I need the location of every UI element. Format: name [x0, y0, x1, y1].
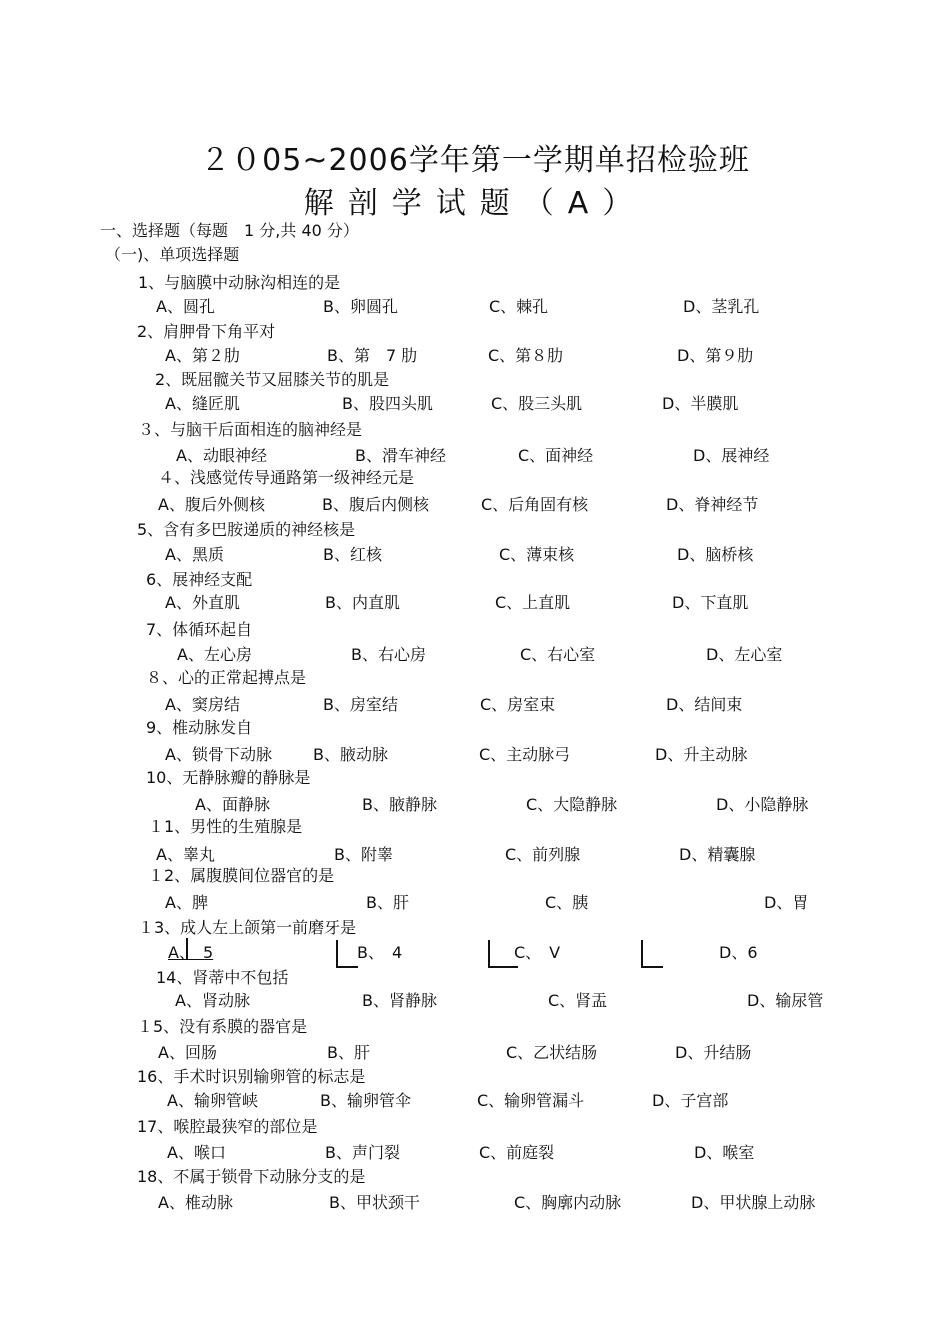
option-a: A、面静脉: [195, 795, 270, 814]
option-a: A、输卵管峡: [167, 1091, 258, 1110]
option-b: B、腹后内侧核: [322, 495, 429, 514]
option-b: B、卵圆孔: [323, 297, 398, 316]
question-stem: ３、与脑干后面相连的脑神经是: [138, 420, 363, 439]
option-b: B、第 7 肋: [327, 346, 418, 365]
option-a: A、窦房结: [165, 695, 240, 714]
question-stem: 18、不属于锁骨下动脉分支的是: [137, 1167, 366, 1186]
question-stem: 7、体循环起自: [146, 620, 253, 639]
option-b: B、输卵管伞: [320, 1091, 411, 1110]
option-c: C、薄束核: [499, 545, 575, 564]
option-b: B、肾静脉: [362, 991, 437, 1010]
question-stem: １2、属腹膜间位器官的是: [148, 866, 335, 885]
option-b: B、 4: [357, 943, 403, 962]
option-a: A、肾动脉: [175, 991, 250, 1010]
option-a: A、 5: [168, 943, 214, 962]
option-c: C、棘孔: [489, 297, 549, 316]
sub-section-heading: （一)、单项选择题: [105, 245, 240, 264]
option-c: C、前列腺: [505, 845, 581, 864]
option-b: B、甲状颈干: [329, 1193, 420, 1212]
option-c: C、主动脉弓: [479, 745, 571, 764]
question-stem: 9、椎动脉发自: [146, 718, 253, 737]
question-stem: 2、既屈髋关节又屈膝关节的肌是: [155, 370, 390, 389]
option-d: D、茎乳孔: [683, 297, 760, 316]
option-b: B、滑车神经: [355, 446, 446, 465]
option-c: C、胰: [545, 893, 589, 912]
option-c: C、右心室: [520, 645, 596, 664]
option-a: A、椎动脉: [158, 1193, 233, 1212]
option-c: C、大隐静脉: [526, 795, 618, 814]
option-d: D、甲状腺上动脉: [691, 1193, 816, 1212]
option-a: A、腹后外侧核: [158, 495, 265, 514]
option-d: D、6: [719, 943, 758, 962]
section-heading: 一、选择题（每题 1 分,共 40 分）: [100, 221, 359, 240]
option-b: B、声门裂: [325, 1143, 400, 1162]
exam-title: ２０05~2006学年第一学期单招检验班: [200, 143, 750, 178]
option-b: B、腋静脉: [362, 795, 437, 814]
exam-subtitle: 解剖学试题（A）: [303, 186, 647, 221]
question-stem: 14、肾蒂中不包括: [156, 968, 289, 987]
option-c: C、 V: [514, 943, 561, 962]
option-a: A、锁骨下动脉: [165, 745, 272, 764]
option-d: D、升结肠: [675, 1043, 752, 1062]
option-b: B、房室结: [323, 695, 398, 714]
option-d: D、脑桥核: [677, 545, 754, 564]
option-c: C、第８肋: [488, 346, 564, 365]
tooth-bracket: [186, 938, 188, 960]
option-b: B、右心房: [351, 645, 426, 664]
option-b: B、肝: [327, 1043, 370, 1062]
option-d: D、精囊腺: [679, 845, 756, 864]
option-c: C、股三头肌: [491, 394, 583, 413]
option-b: B、腋动脉: [313, 745, 388, 764]
option-d: D、脊神经节: [666, 495, 759, 514]
question-stem: ８、心的正常起搏点是: [146, 668, 307, 687]
option-a: A、喉口: [167, 1143, 226, 1162]
option-d: D、子宫部: [652, 1091, 729, 1110]
question-stem: １1、男性的生殖腺是: [148, 817, 303, 836]
option-d: D、左心室: [706, 645, 783, 664]
option-d: D、第９肋: [677, 346, 754, 365]
option-a: A、外直肌: [165, 593, 240, 612]
option-b: B、红核: [323, 545, 382, 564]
option-a: A、黑质: [165, 545, 224, 564]
question-stem: 16、手术时识别输卵管的标志是: [137, 1067, 366, 1086]
option-a: A、第２肋: [165, 346, 240, 365]
tooth-bracket: [641, 940, 663, 968]
question-stem: 2、肩胛骨下角平对: [137, 322, 276, 341]
question-stem: １5、没有系膜的器官是: [137, 1017, 308, 1036]
option-d: D、喉室: [694, 1143, 755, 1162]
option-a: A、脾: [165, 893, 208, 912]
option-d: D、输尿管: [747, 991, 824, 1010]
option-a: A、回肠: [158, 1043, 217, 1062]
option-d: D、半膜肌: [662, 394, 739, 413]
option-c: C、肾盂: [548, 991, 608, 1010]
option-c: C、房室束: [480, 695, 556, 714]
option-d: D、胃: [764, 893, 809, 912]
option-d: D、展神经: [693, 446, 770, 465]
option-b: B、内直肌: [325, 593, 400, 612]
option-d: D、小隐静脉: [716, 795, 809, 814]
question-stem: ４、浅感觉传导通路第一级神经元是: [158, 468, 415, 487]
option-c: C、面神经: [518, 446, 594, 465]
option-b: B、肝: [366, 893, 409, 912]
question-stem: 1、与脑膜中动脉沟相连的是: [138, 273, 341, 292]
option-c: C、前庭裂: [479, 1143, 555, 1162]
question-stem: １3、成人左上颌第一前磨牙是: [138, 918, 357, 937]
question-stem: 10、无静脉瓣的静脉是: [146, 768, 311, 787]
question-stem: 17、喉腔最狭窄的部位是: [137, 1117, 318, 1136]
option-a: A、动眼神经: [176, 446, 267, 465]
option-d: D、下直肌: [672, 593, 749, 612]
option-b: B、附睾: [334, 845, 393, 864]
option-c: C、输卵管漏斗: [477, 1091, 585, 1110]
option-c: C、胸廓内动脉: [514, 1193, 622, 1212]
option-c: C、上直肌: [495, 593, 571, 612]
option-a: A、缝匠肌: [165, 394, 240, 413]
option-a: A、圆孔: [156, 297, 215, 316]
option-d: D、结间束: [666, 695, 743, 714]
option-b: B、股四头肌: [342, 394, 433, 413]
option-c: C、后角固有核: [481, 495, 589, 514]
question-stem: 5、含有多巴胺递质的神经核是: [137, 520, 356, 539]
tooth-bracket: [336, 940, 358, 968]
option-d: D、升主动脉: [655, 745, 748, 764]
option-c: C、乙状结肠: [506, 1043, 598, 1062]
option-a: A、左心房: [177, 645, 252, 664]
option-a: A、睾丸: [156, 845, 215, 864]
question-stem: 6、展神经支配: [146, 570, 253, 589]
